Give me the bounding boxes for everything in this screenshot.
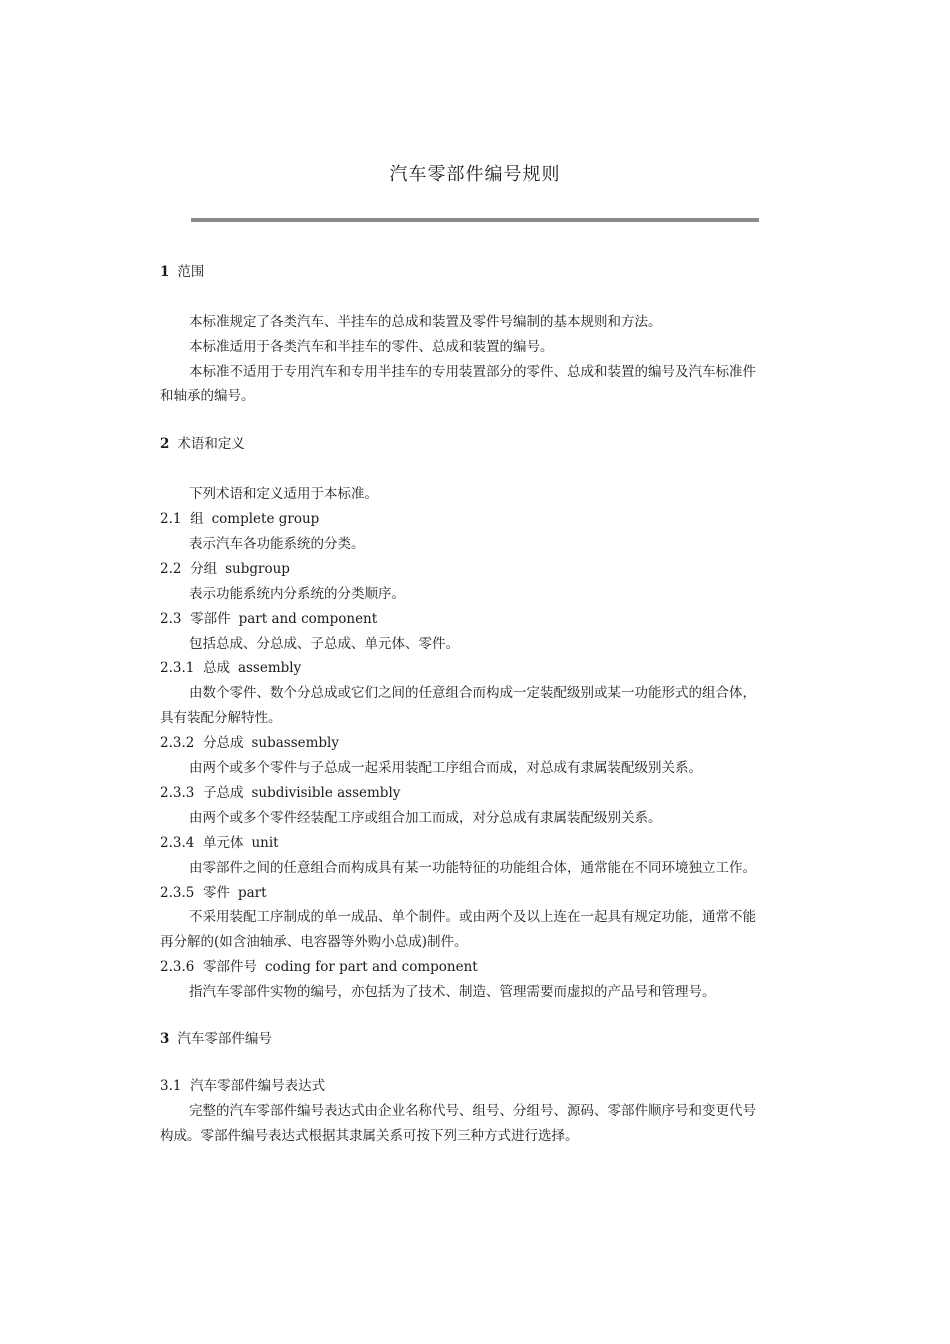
paragraph: 本标准不适用于专用汽车和专用半挂车的专用装置部分的零件、总成和装置的编号及汽车标准件 (189, 364, 756, 380)
term-english: part and component (238, 611, 378, 627)
term-definition: 由数个零件、数个分总成或它们之间的任意组合而构成一定装配级别或某一功能形式的组合体， (189, 685, 756, 701)
term-english: coding for part and component (264, 959, 478, 975)
subsection-number: 3.1 (160, 1078, 182, 1094)
term-name: 零件 (202, 885, 230, 901)
term-definition: 包括总成、分总成、子总成、单元体、零件。 (189, 636, 459, 652)
subsection-title: 汽车零部件编号表达式 (190, 1078, 326, 1094)
term-definition: 表示功能系统内分系统的分类顺序。 (189, 586, 405, 602)
section-title: 术语和定义 (177, 436, 245, 452)
paragraph: 本标准适用于各类汽车和半挂车的零件、总成和装置的编号。 (189, 339, 554, 355)
term-name: 分组 (190, 561, 218, 577)
term-2-2 (160, 559, 800, 579)
term-number: 2.3 (160, 611, 182, 627)
section-title: 范围 (177, 264, 205, 280)
term-number: 2.3.4 (160, 835, 195, 851)
term-name: 零部件号 (202, 959, 257, 975)
section-1-heading (160, 262, 800, 282)
term-name: 分总成 (202, 735, 244, 751)
section-number: 1 (160, 264, 170, 280)
term-name: 零部件 (190, 611, 231, 627)
term-2-3-3 (160, 783, 800, 803)
term-english: unit (251, 835, 279, 851)
term-number: 2.3.1 (160, 660, 195, 676)
term-definition-continuation: 再分解的(如含油轴承、电容器等外购小总成)制件。 (160, 934, 468, 950)
term-number: 2.3.6 (160, 959, 195, 975)
term-2-3 (160, 609, 800, 629)
paragraph: 下列术语和定义适用于本标准。 (189, 486, 378, 502)
term-english: subgroup (225, 561, 290, 577)
term-definition: 不采用装配工序制成的单一成品、单个制件。或由两个及以上连在一起具有规定功能，通常不能 (189, 909, 756, 925)
term-english: complete group (211, 511, 320, 527)
term-2-3-5 (160, 883, 800, 903)
term-2-3-1 (160, 658, 800, 678)
term-number: 2.1 (160, 511, 182, 527)
term-number: 2.3.2 (160, 735, 195, 751)
term-english: subassembly (251, 735, 339, 751)
term-definition: 指汽车零部件实物的编号，亦包括为了技术、制造、管理需要而虚拟的产品号和管理号。 (189, 984, 716, 1000)
paragraph-continuation: 构成。零部件编号表达式根据其隶属关系可按下列三种方式进行选择。 (160, 1128, 579, 1144)
section-3-heading (160, 1029, 800, 1049)
term-2-3-6 (160, 957, 800, 977)
term-name: 单元体 (202, 835, 244, 851)
term-number: 2.2 (160, 561, 182, 577)
paragraph-continuation: 和轴承的编号。 (160, 388, 255, 404)
section-number: 3 (160, 1031, 170, 1047)
term-definition: 表示汽车各功能系统的分类。 (189, 536, 365, 552)
term-english: assembly (237, 660, 302, 676)
document-title: 汽车零部件编号规则 (389, 164, 561, 185)
section-2-heading (160, 434, 800, 454)
term-definition-continuation: 具有装配分解特性。 (160, 710, 282, 726)
term-definition: 由两个或多个零件与子总成一起采用装配工序组合而成，对总成有隶属装配级别关系。 (189, 760, 702, 776)
section-number: 2 (160, 436, 170, 452)
subsection-3-1-heading (160, 1076, 800, 1096)
term-2-3-4 (160, 833, 800, 853)
term-definition: 由零部件之间的任意组合而构成具有某一功能特征的功能组合体，通常能在不同环境独立工作。 (189, 860, 756, 876)
term-english: subdivisible assembly (251, 785, 401, 801)
paragraph: 本标准规定了各类汽车、半挂车的总成和装置及零件号编制的基本规则和方法。 (189, 314, 662, 330)
term-2-1 (160, 509, 800, 529)
term-2-3-2 (160, 733, 800, 753)
section-title: 汽车零部件编号 (177, 1031, 272, 1047)
term-name: 组 (190, 511, 204, 527)
term-definition: 由两个或多个零件经装配工序或组合加工而成，对分总成有隶属装配级别关系。 (189, 810, 662, 826)
term-name: 子总成 (202, 785, 244, 801)
title-divider (191, 218, 759, 222)
term-english: part (237, 885, 267, 901)
term-number: 2.3.3 (160, 785, 195, 801)
term-number: 2.3.5 (160, 885, 195, 901)
term-name: 总成 (202, 660, 230, 676)
paragraph: 完整的汽车零部件编号表达式由企业名称代号、组号、分组号、源码、零部件顺序号和变更代号 (189, 1103, 756, 1119)
